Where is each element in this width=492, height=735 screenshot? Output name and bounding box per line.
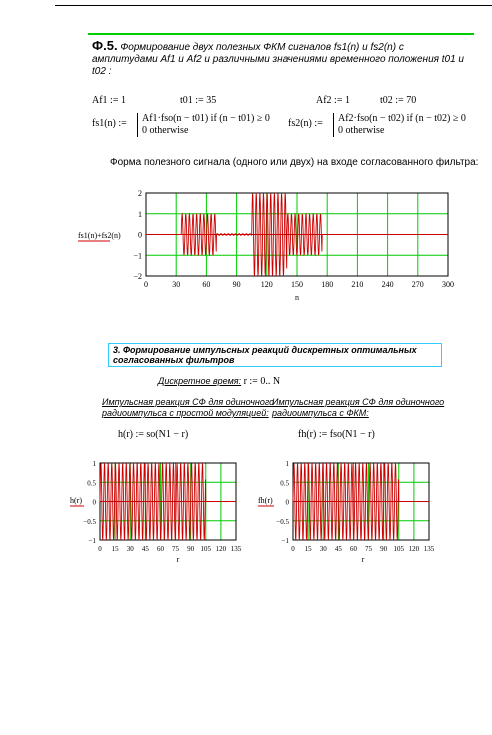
x-tick-label: 30: [172, 280, 181, 289]
y-tick-label: 1: [92, 460, 96, 468]
y-axis-label: fh(r): [258, 496, 273, 505]
x-tick-label: 30: [126, 545, 134, 553]
fs1-lhs: fs1(n) :=: [92, 118, 127, 129]
x-tick-label: 45: [141, 545, 149, 553]
section-3-title-line-1: 3. Формирование импульсных реакций дискретных оптимальных: [113, 345, 417, 355]
param-af1: Af1 := 1: [92, 95, 126, 106]
x-tick-label: 45: [334, 545, 342, 553]
x-tick-label: 120: [260, 280, 273, 289]
x-tick-label: 15: [111, 545, 119, 553]
fh-definition: fh(r) := fso(N1 − r): [298, 429, 375, 440]
y-axis-label: h(r): [70, 496, 82, 505]
section-3-title-line-2: согласованных фильтров: [113, 355, 235, 365]
y-tick-label: −0.5: [83, 517, 96, 526]
figure-title: Формирование двух полезных ФКМ сигналов fs1(n) и fs2(n) с амплитудами Af1 и Af2 и различными значениями временного положения t01 и t02 :: [92, 42, 464, 77]
y-tick-label: 0.5: [87, 479, 96, 488]
x-tick-label: 300: [442, 280, 454, 289]
x-tick-label: 75: [365, 545, 373, 553]
right-response-caption: [272, 397, 444, 419]
x-tick-label: 105: [200, 545, 212, 553]
x-tick-label: 210: [351, 280, 364, 289]
left-caption-line-1: Импульсная реакция СФ для одиночного: [102, 397, 275, 407]
x-axis-label: r: [361, 555, 365, 564]
x-tick-label: 120: [408, 545, 420, 553]
y-tick-label: −1: [281, 537, 289, 545]
x-axis-label: r: [176, 555, 180, 564]
figure-number: Ф.5.: [92, 38, 118, 53]
y-tick-label: 0: [92, 498, 96, 507]
x-tick-label: 30: [319, 545, 327, 553]
left-response-caption: [102, 397, 274, 419]
x-tick-label: 270: [411, 280, 424, 289]
h-definition: h(r) := so(N1 − r): [118, 429, 189, 440]
fs1-case-1: Af1·fso(n − t01) if (n − t01) ≥ 0: [142, 113, 270, 124]
x-tick-label: 60: [349, 545, 357, 553]
fs2-case-2: 0 otherwise: [338, 125, 385, 136]
fs1-case-2: 0 otherwise: [142, 125, 189, 136]
param-t02: t02 := 70: [380, 95, 417, 106]
x-tick-label: 135: [423, 545, 435, 553]
x-tick-label: 240: [381, 280, 394, 289]
y-tick-label: −2: [133, 272, 142, 281]
signal-caption: Форма полезного сигнала (одного или двух) на входе согласованного фильтра:: [110, 157, 479, 168]
x-tick-label: 0: [98, 545, 102, 553]
y-axis-label: fs1(n)+fs2(n): [78, 231, 121, 240]
param-t01: t01 := 35: [180, 95, 217, 106]
y-tick-label: 2: [138, 189, 142, 198]
x-tick-label: 75: [172, 545, 180, 553]
x-tick-label: 90: [232, 280, 241, 289]
discrete-time-def: r := 0.. N: [243, 376, 281, 387]
chart-fh-response: [258, 460, 435, 564]
right-caption-line-1: Импульсная реакция СФ для одиночного: [272, 397, 445, 407]
x-tick-label: 90: [187, 545, 195, 553]
y-tick-label: 1: [138, 209, 142, 219]
fs2-case-1: Af2·fso(n − t02) if (n − t02) ≥ 0: [338, 113, 466, 124]
x-tick-label: 60: [202, 280, 211, 289]
x-tick-label: 150: [291, 280, 303, 289]
left-caption-line-2: радиоимпульса с простой модуляцией:: [102, 408, 269, 418]
y-tick-label: 0.5: [280, 479, 289, 488]
x-tick-label: 120: [215, 545, 227, 553]
x-tick-label: 15: [304, 545, 312, 553]
x-tick-label: 180: [321, 280, 334, 289]
y-tick-label: 0: [285, 498, 289, 507]
x-tick-label: 0: [291, 545, 295, 553]
right-caption-line-2: радиоимпульса с ФКМ:: [272, 408, 369, 418]
section-3-title: [108, 343, 442, 367]
x-axis-label: n: [295, 293, 299, 302]
discrete-time-label: Дискретное время:: [158, 376, 242, 386]
chart-signal-sum: [78, 189, 454, 302]
y-tick-label: −1: [133, 251, 142, 261]
x-tick-label: 60: [156, 545, 164, 553]
x-tick-label: 0: [144, 280, 148, 289]
x-tick-label: 135: [230, 545, 242, 553]
chart-h-response: [70, 460, 242, 564]
param-af2: Af2 := 1: [316, 95, 350, 106]
y-tick-label: −1: [88, 537, 96, 545]
x-tick-label: 90: [380, 545, 388, 553]
x-tick-label: 105: [393, 545, 405, 553]
y-tick-label: 0: [138, 230, 142, 240]
fs2-lhs: fs2(n) :=: [288, 118, 323, 129]
y-tick-label: −0.5: [276, 517, 289, 526]
y-tick-label: 1: [285, 460, 289, 468]
